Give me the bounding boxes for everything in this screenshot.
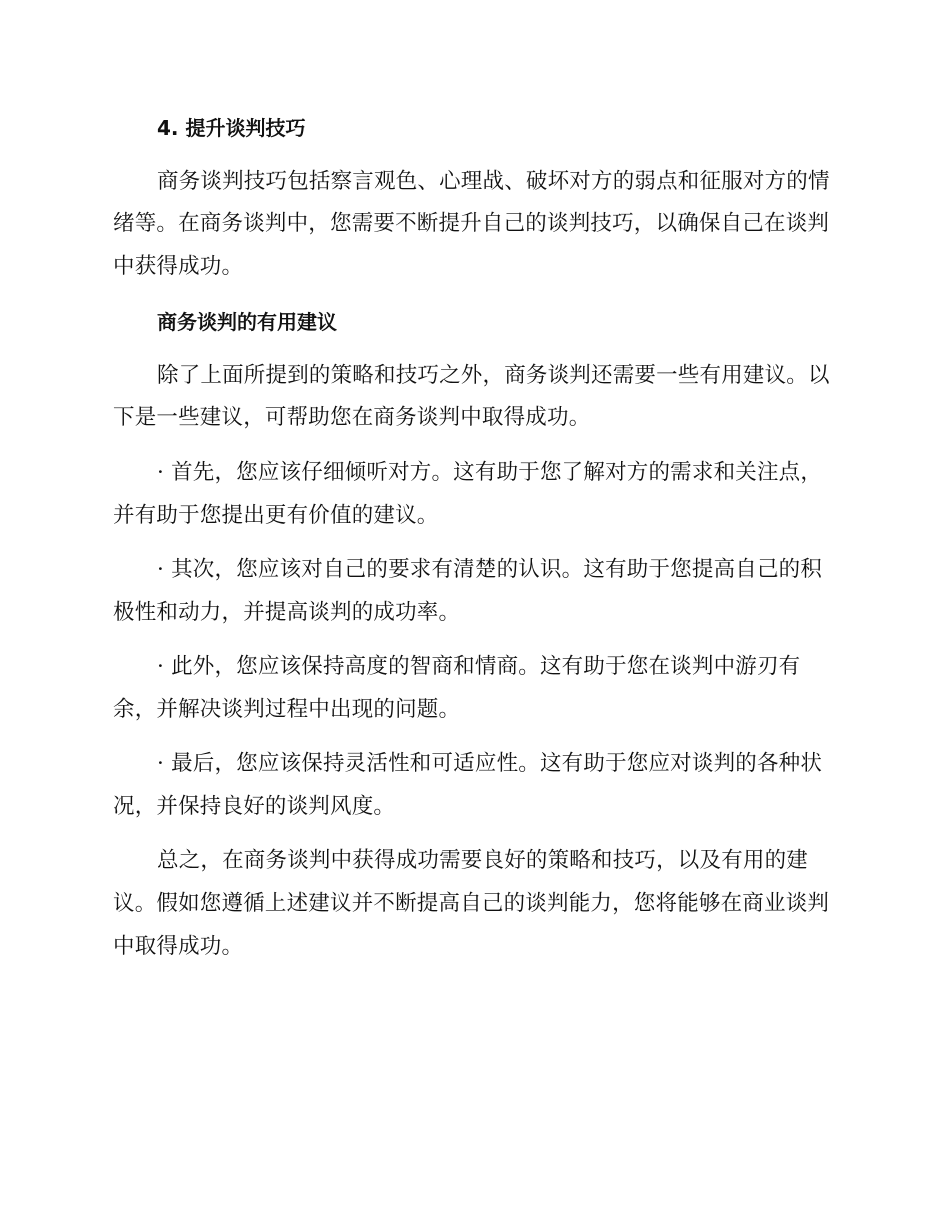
bullet-line: 并有助于您提出更有价值的建议。 bbox=[113, 503, 439, 528]
bullet-line: · 最后，您应该保持灵活性和可适应性。这有助于您应对谈判的各种状 bbox=[157, 751, 823, 776]
bullet-line: 极性和动力，并提高谈判的成功率。 bbox=[113, 600, 461, 625]
paragraph-line: 议。假如您遵循上述建议并不断提高自己的谈判能力，您将能够在商业谈判 bbox=[113, 891, 830, 916]
bullet-line: 况，并保持良好的谈判风度。 bbox=[113, 794, 396, 819]
section-heading-useful-advice: 商务谈判的有用建议 bbox=[157, 310, 337, 334]
paragraph-line: 绪等。在商务谈判中，您需要不断提升自己的谈判技巧，以确保自己在谈判 bbox=[113, 211, 830, 236]
bullet-line: · 首先，您应该仔细倾听对方。这有助于您了解对方的需求和关注点， bbox=[157, 460, 823, 485]
bullet-line: · 其次，您应该对自己的要求有清楚的认识。这有助于您提高自己的积 bbox=[157, 557, 823, 582]
paragraph-line: 总之，在商务谈判中获得成功需要良好的策略和技巧，以及有用的建 bbox=[157, 848, 809, 873]
paragraph-line: 除了上面所提到的策略和技巧之外，商务谈判还需要一些有用建议。以 bbox=[157, 363, 830, 388]
paragraph-line: 下是一些建议，可帮助您在商务谈判中取得成功。 bbox=[113, 405, 591, 430]
paragraph-line: 商务谈判技巧包括察言观色、心理战、破坏对方的弱点和征服对方的情 bbox=[157, 169, 830, 194]
section-heading-negotiation-skills: 4. 提升谈判技巧 bbox=[157, 116, 306, 140]
paragraph-line: 中获得成功。 bbox=[113, 254, 244, 279]
bullet-line: · 此外，您应该保持高度的智商和情商。这有助于您在谈判中游刃有 bbox=[157, 654, 801, 679]
paragraph-line: 中取得成功。 bbox=[113, 934, 244, 959]
bullet-line: 余，并解决谈判过程中出现的问题。 bbox=[113, 697, 461, 722]
